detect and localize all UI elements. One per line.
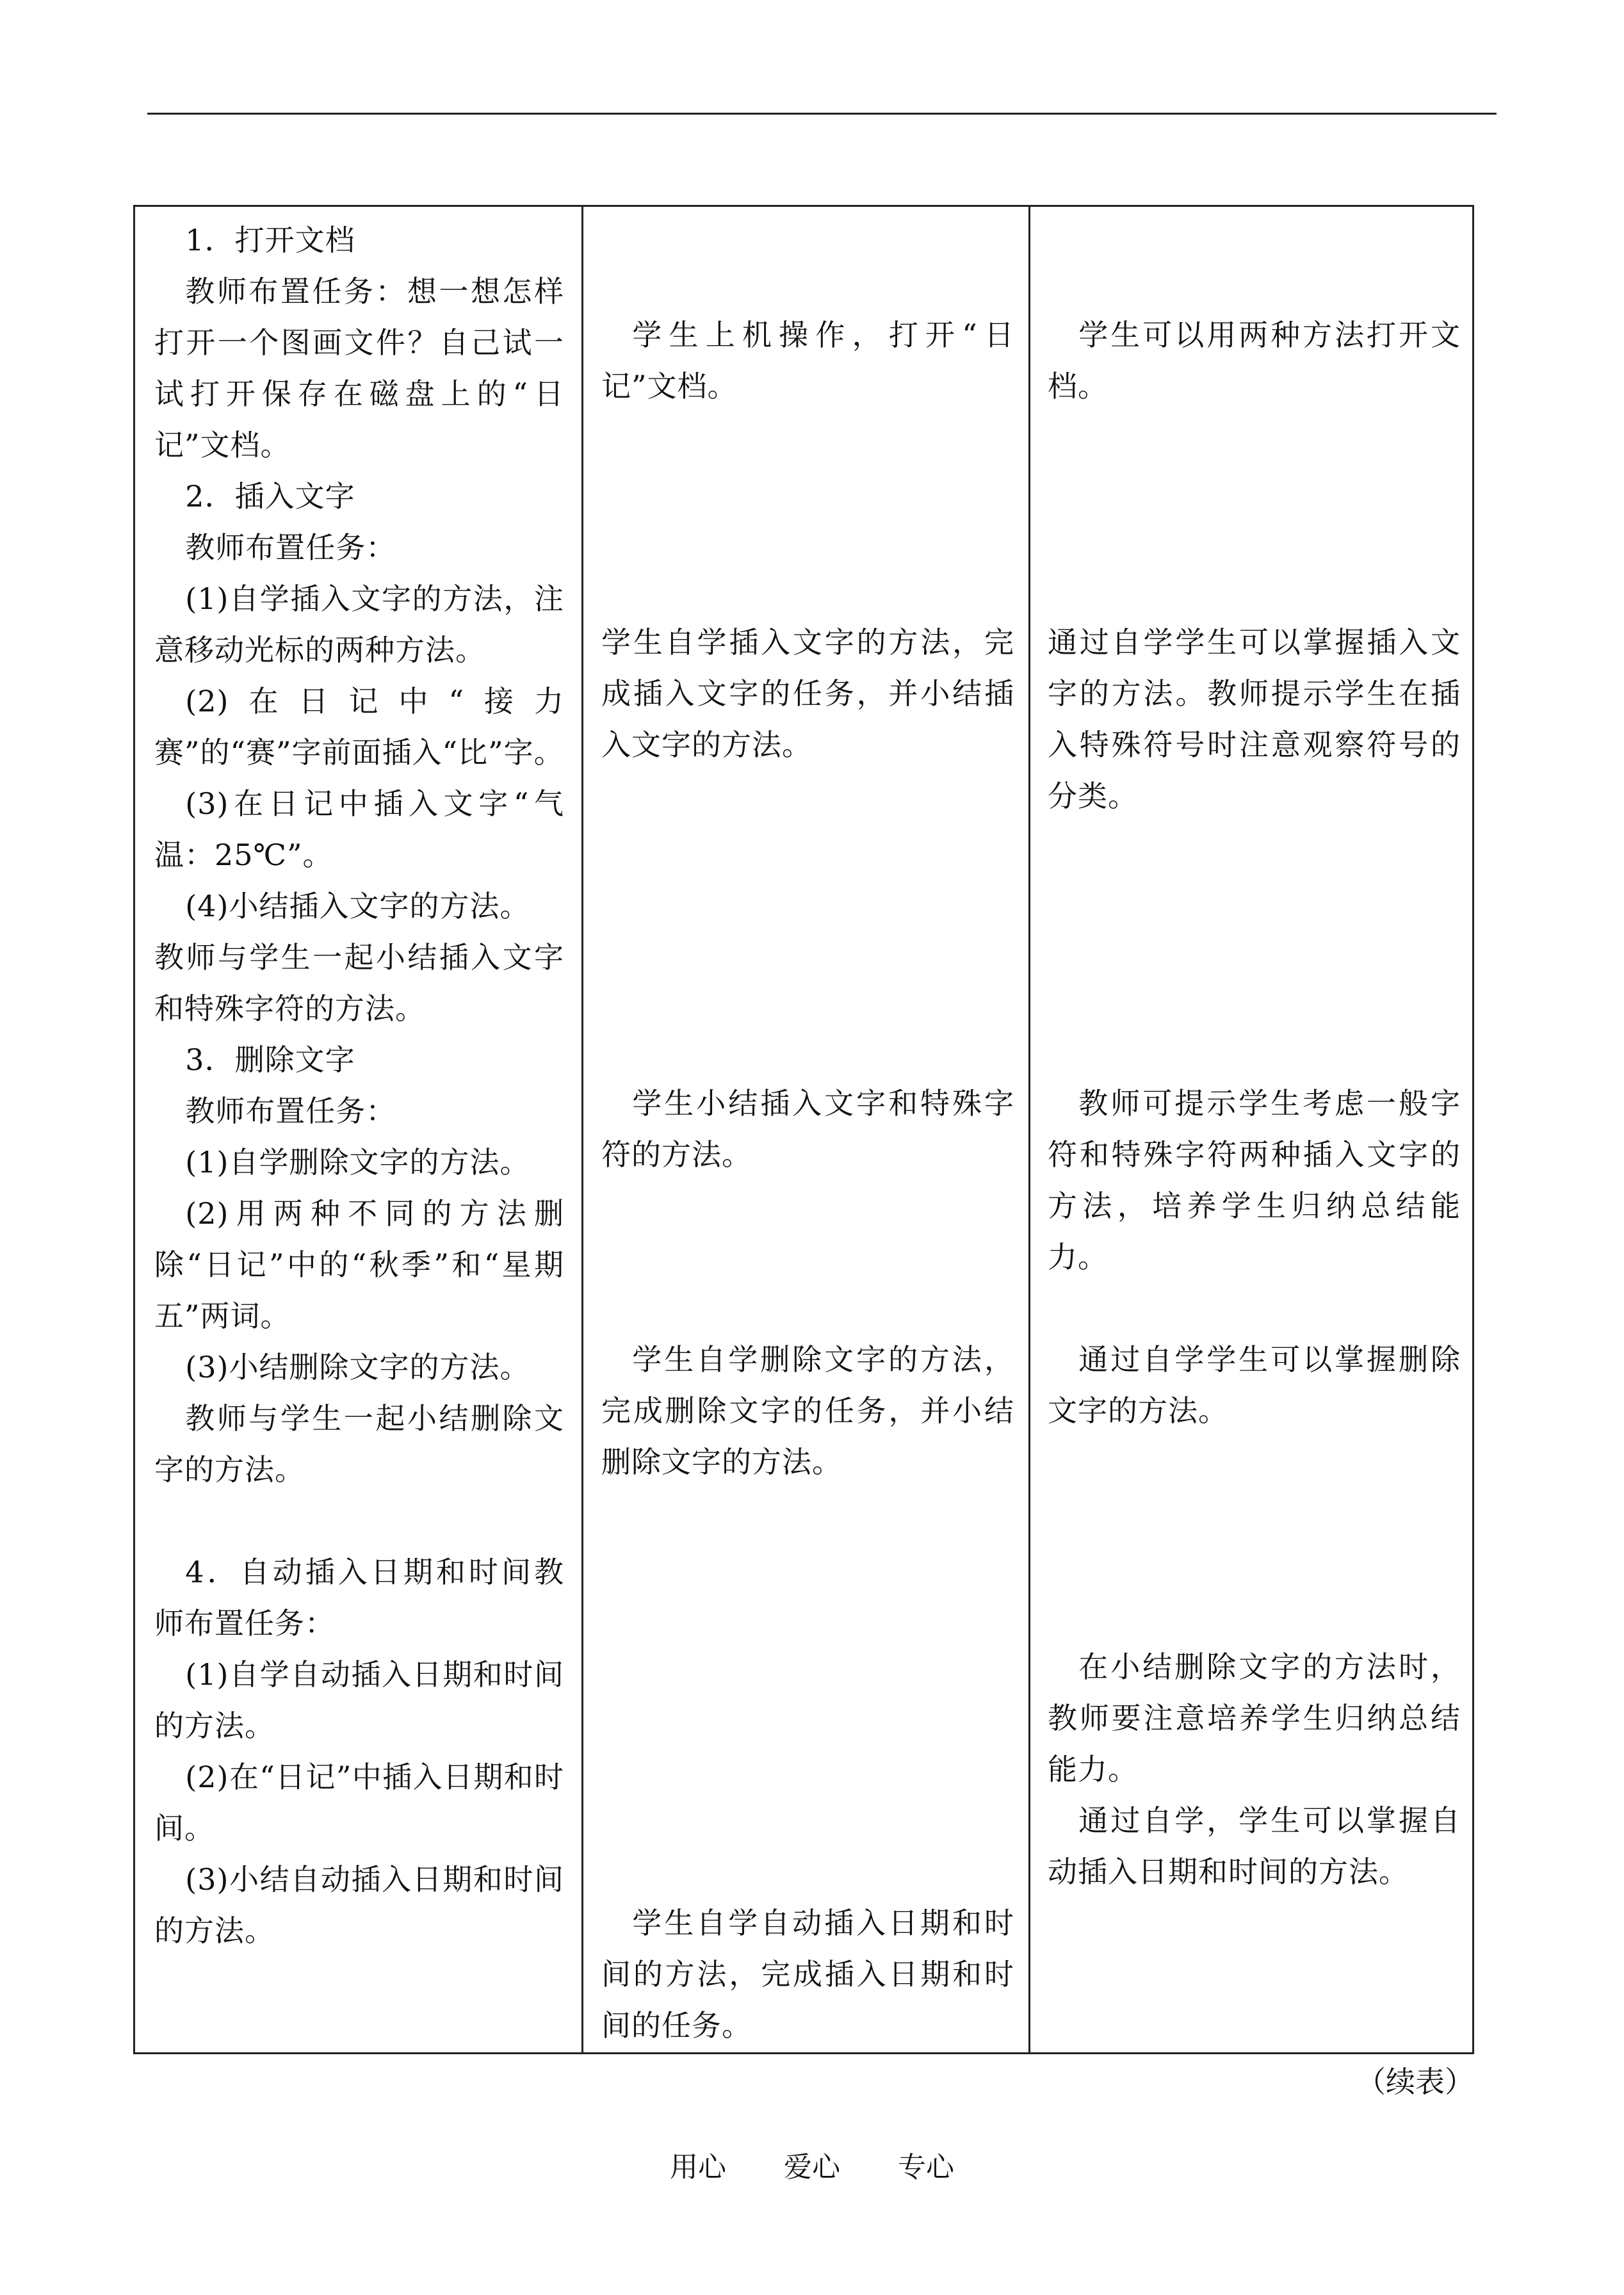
design-note-3: 教师可提示学生考虑一般字符和特殊字符两种插入文字的方法，培养学生归纳总结能力。 [1048, 1086, 1461, 1274]
teacher-step-2-item-1: (1)自学插入文字的方法，注意移动光标的两种方法。 [154, 581, 564, 667]
teacher-step-2-task-label: 教师布置任务： [185, 530, 396, 565]
teacher-step-4-item-1: (1)自学自动插入日期和时间的方法。 [154, 1657, 564, 1743]
teacher-step-4-item-3: (3)小结自动插入日期和时间的方法。 [154, 1862, 564, 1948]
column-divider-1 [581, 207, 583, 2052]
teacher-step-2-summary: 教师与学生一起小结插入文字和特殊字符的方法。 [154, 940, 564, 1026]
footer-word-2: 爱心 [784, 2151, 840, 2184]
student-activity-4: 学生自学删除文字的方法，完成删除文字的任务，并小结删除文字的方法。 [601, 1342, 1014, 1479]
student-activity-1: 学生上机操作，打开“日记”文档。 [601, 318, 1014, 403]
teacher-step-2-item-2: (2)在日记中“接力赛”的“赛”字前面插入“比”字。 [154, 684, 564, 770]
design-note-6: 通过自学，学生可以掌握自动插入日期和时间的方法。 [1048, 1803, 1461, 1889]
lesson-table [133, 205, 1474, 2054]
teacher-step-3-item-1: (1)自学删除文字的方法。 [185, 1145, 530, 1180]
teacher-step-2-item-4: (4)小结插入文字的方法。 [185, 889, 530, 923]
teacher-step-3-item-2: (2)用两种不同的方法删除“日记”中的“秋季”和“星期五”两词。 [154, 1196, 564, 1333]
student-activity-3: 学生小结插入文字和特殊字符的方法。 [601, 1086, 1014, 1172]
teacher-step-3-item-3: (3)小结删除文字的方法。 [185, 1350, 530, 1384]
column-divider-2 [1028, 207, 1030, 2052]
footer-word-3: 专心 [898, 2151, 954, 2184]
teacher-step-2-item-3: (3)在日记中插入文字“气温：25℃”。 [154, 786, 564, 872]
student-activity-5: 学生自学自动插入日期和时间的方法，完成插入日期和时间的任务。 [601, 1906, 1014, 2043]
teacher-step-1-title: 1．打开文档 [185, 223, 355, 257]
continued-label: （续表） [1356, 2064, 1474, 2099]
teacher-step-3-title: 3．删除文字 [185, 1042, 355, 1077]
design-note-4: 通过自学学生可以掌握删除文字的方法。 [1048, 1342, 1461, 1428]
header-rule [147, 113, 1497, 115]
design-note-1: 学生可以用两种方法打开文档。 [1048, 318, 1461, 403]
design-note-2: 通过自学学生可以掌握插入文字的方法。教师提示学生在插入特殊符号时注意观察符号的分类。 [1048, 625, 1461, 813]
design-note-5: 在小结删除文字的方法时，教师要注意培养学生归纳总结能力。 [1048, 1650, 1461, 1787]
teacher-step-4-item-2: (2)在“日记”中插入日期和时间。 [154, 1760, 564, 1845]
footer-word-1: 用心 [670, 2151, 726, 2184]
teacher-step-3-summary: 教师与学生一起小结删除文字的方法。 [154, 1401, 564, 1487]
teacher-step-1-task: 教师布置任务：想一想怎样打开一个图画文件？自己试一试打开保存在磁盘上的“日记”文档。 [154, 274, 564, 462]
teacher-step-3-task-label: 教师布置任务： [185, 1094, 396, 1128]
teacher-step-2-title: 2．插入文字 [185, 479, 355, 514]
student-activity-2: 学生自学插入文字的方法，完成插入文字的任务，并小结插入文字的方法。 [601, 625, 1014, 762]
teacher-step-4-title: 4．自动插入日期和时间教师布置任务： [154, 1555, 564, 1641]
page-footer [0, 2145, 1624, 2190]
